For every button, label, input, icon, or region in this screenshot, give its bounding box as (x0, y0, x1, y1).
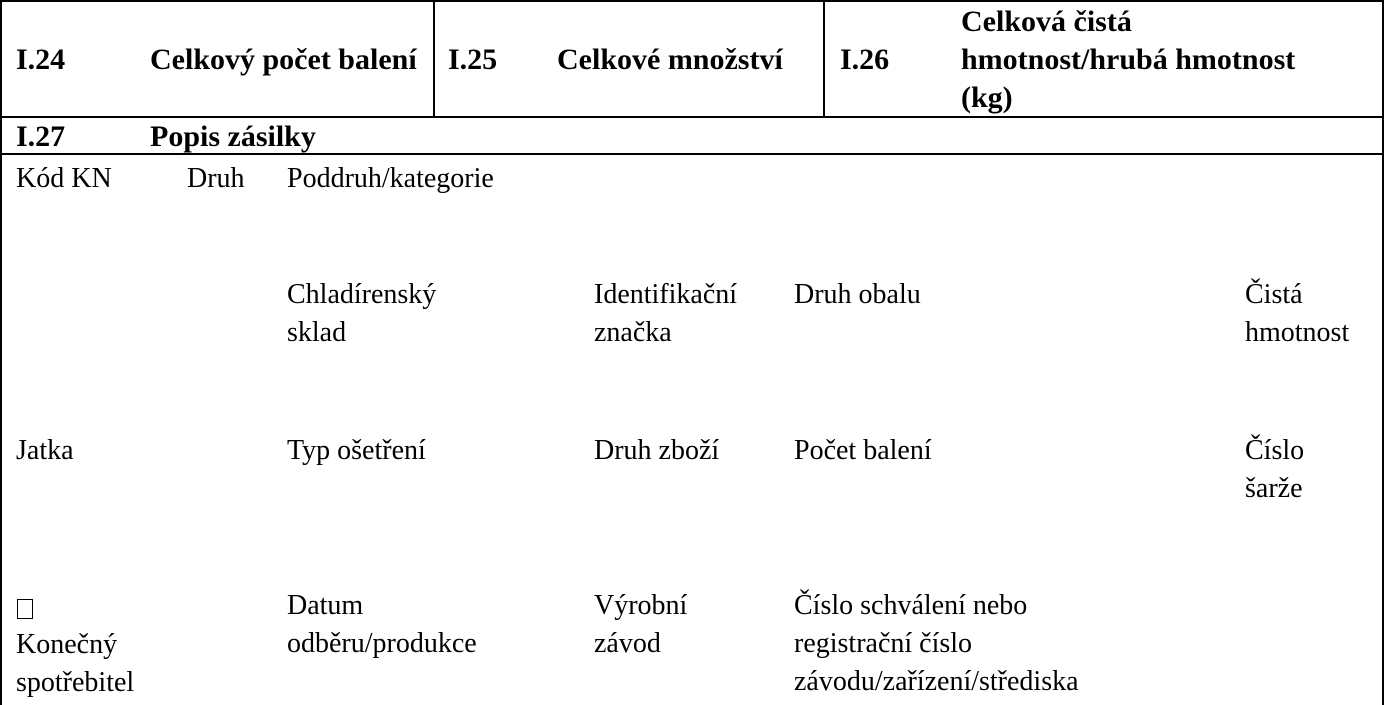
top-border (0, 0, 1384, 2)
field-identifikacni-line1: Identifikační (594, 279, 738, 310)
field-cislo-schvaleni-line2: registrační číslo (794, 628, 973, 659)
divider-i25-i26 (823, 0, 825, 117)
field-poddruh: Poddruh/kategorie (287, 163, 494, 194)
field-datum-line1: Datum (287, 590, 364, 621)
left-border (0, 0, 2, 705)
field-identifikacni-line2: značka (594, 317, 672, 348)
field-chladirensky-line2: sklad (287, 317, 347, 348)
field-jatka: Jatka (16, 435, 74, 466)
field-cista-line2: hmotnost (1245, 317, 1350, 348)
field-cislo-schvaleni (794, 587, 1079, 701)
field-datum-odberu (287, 587, 477, 663)
field-druh-obalu: Druh obalu (794, 279, 921, 310)
konecny-spotrebitel-checkbox[interactable] (17, 599, 33, 619)
divider-i24-i25 (433, 0, 435, 117)
field-vyrobni-line1: Výrobní (594, 590, 688, 621)
field-cista-hmotnost (1245, 276, 1349, 352)
i26-label-line1: Celková čistá (961, 5, 1132, 38)
i27-code: I.27 (16, 120, 66, 153)
i26-label-line3: (kg) (961, 81, 1013, 114)
field-vyrobni-line2: závod (594, 628, 661, 659)
i24-code: I.24 (16, 43, 66, 76)
field-chladirensky-sklad (287, 276, 436, 352)
field-konecny-line2: spotřebitel (16, 667, 135, 698)
field-kod-kn: Kód KN (16, 163, 112, 194)
field-cislo-schvaleni-line1: Číslo schválení nebo (794, 590, 1028, 621)
i26-code: I.26 (840, 43, 890, 76)
field-druh-zbozi: Druh zboží (594, 435, 720, 466)
field-cislo-sarze (1245, 432, 1304, 508)
i27-title: Popis zásilky (150, 120, 316, 153)
field-druh: Druh (187, 163, 245, 194)
field-datum-line2: odběru/produkce (287, 628, 477, 659)
field-identifikacni-znacka (594, 276, 737, 352)
field-cista-line1: Čistá (1245, 279, 1303, 310)
field-cislo-schvaleni-line3: závodu/zařízení/střediska (794, 666, 1079, 697)
field-pocet-baleni: Počet balení (794, 435, 932, 466)
field-konecny-line1: Konečný (16, 629, 118, 660)
i25-label: Celkové množství (557, 43, 783, 76)
field-vyrobni-zavod (594, 587, 687, 663)
field-cislo-sarze-line1: Číslo (1245, 435, 1305, 466)
field-konecny-spotrebitel (16, 626, 134, 702)
i24-label: Celkový počet balení (150, 43, 417, 76)
i25-code: I.25 (448, 43, 498, 76)
field-typ-osetreni: Typ ošetření (287, 435, 426, 466)
i26-label-line2: hmotnost/hrubá hmotnost (961, 43, 1296, 76)
field-cislo-sarze-line2: šarže (1245, 473, 1303, 504)
header-bottom-border (0, 116, 1384, 118)
field-chladirensky-line1: Chladírenský (287, 279, 437, 310)
